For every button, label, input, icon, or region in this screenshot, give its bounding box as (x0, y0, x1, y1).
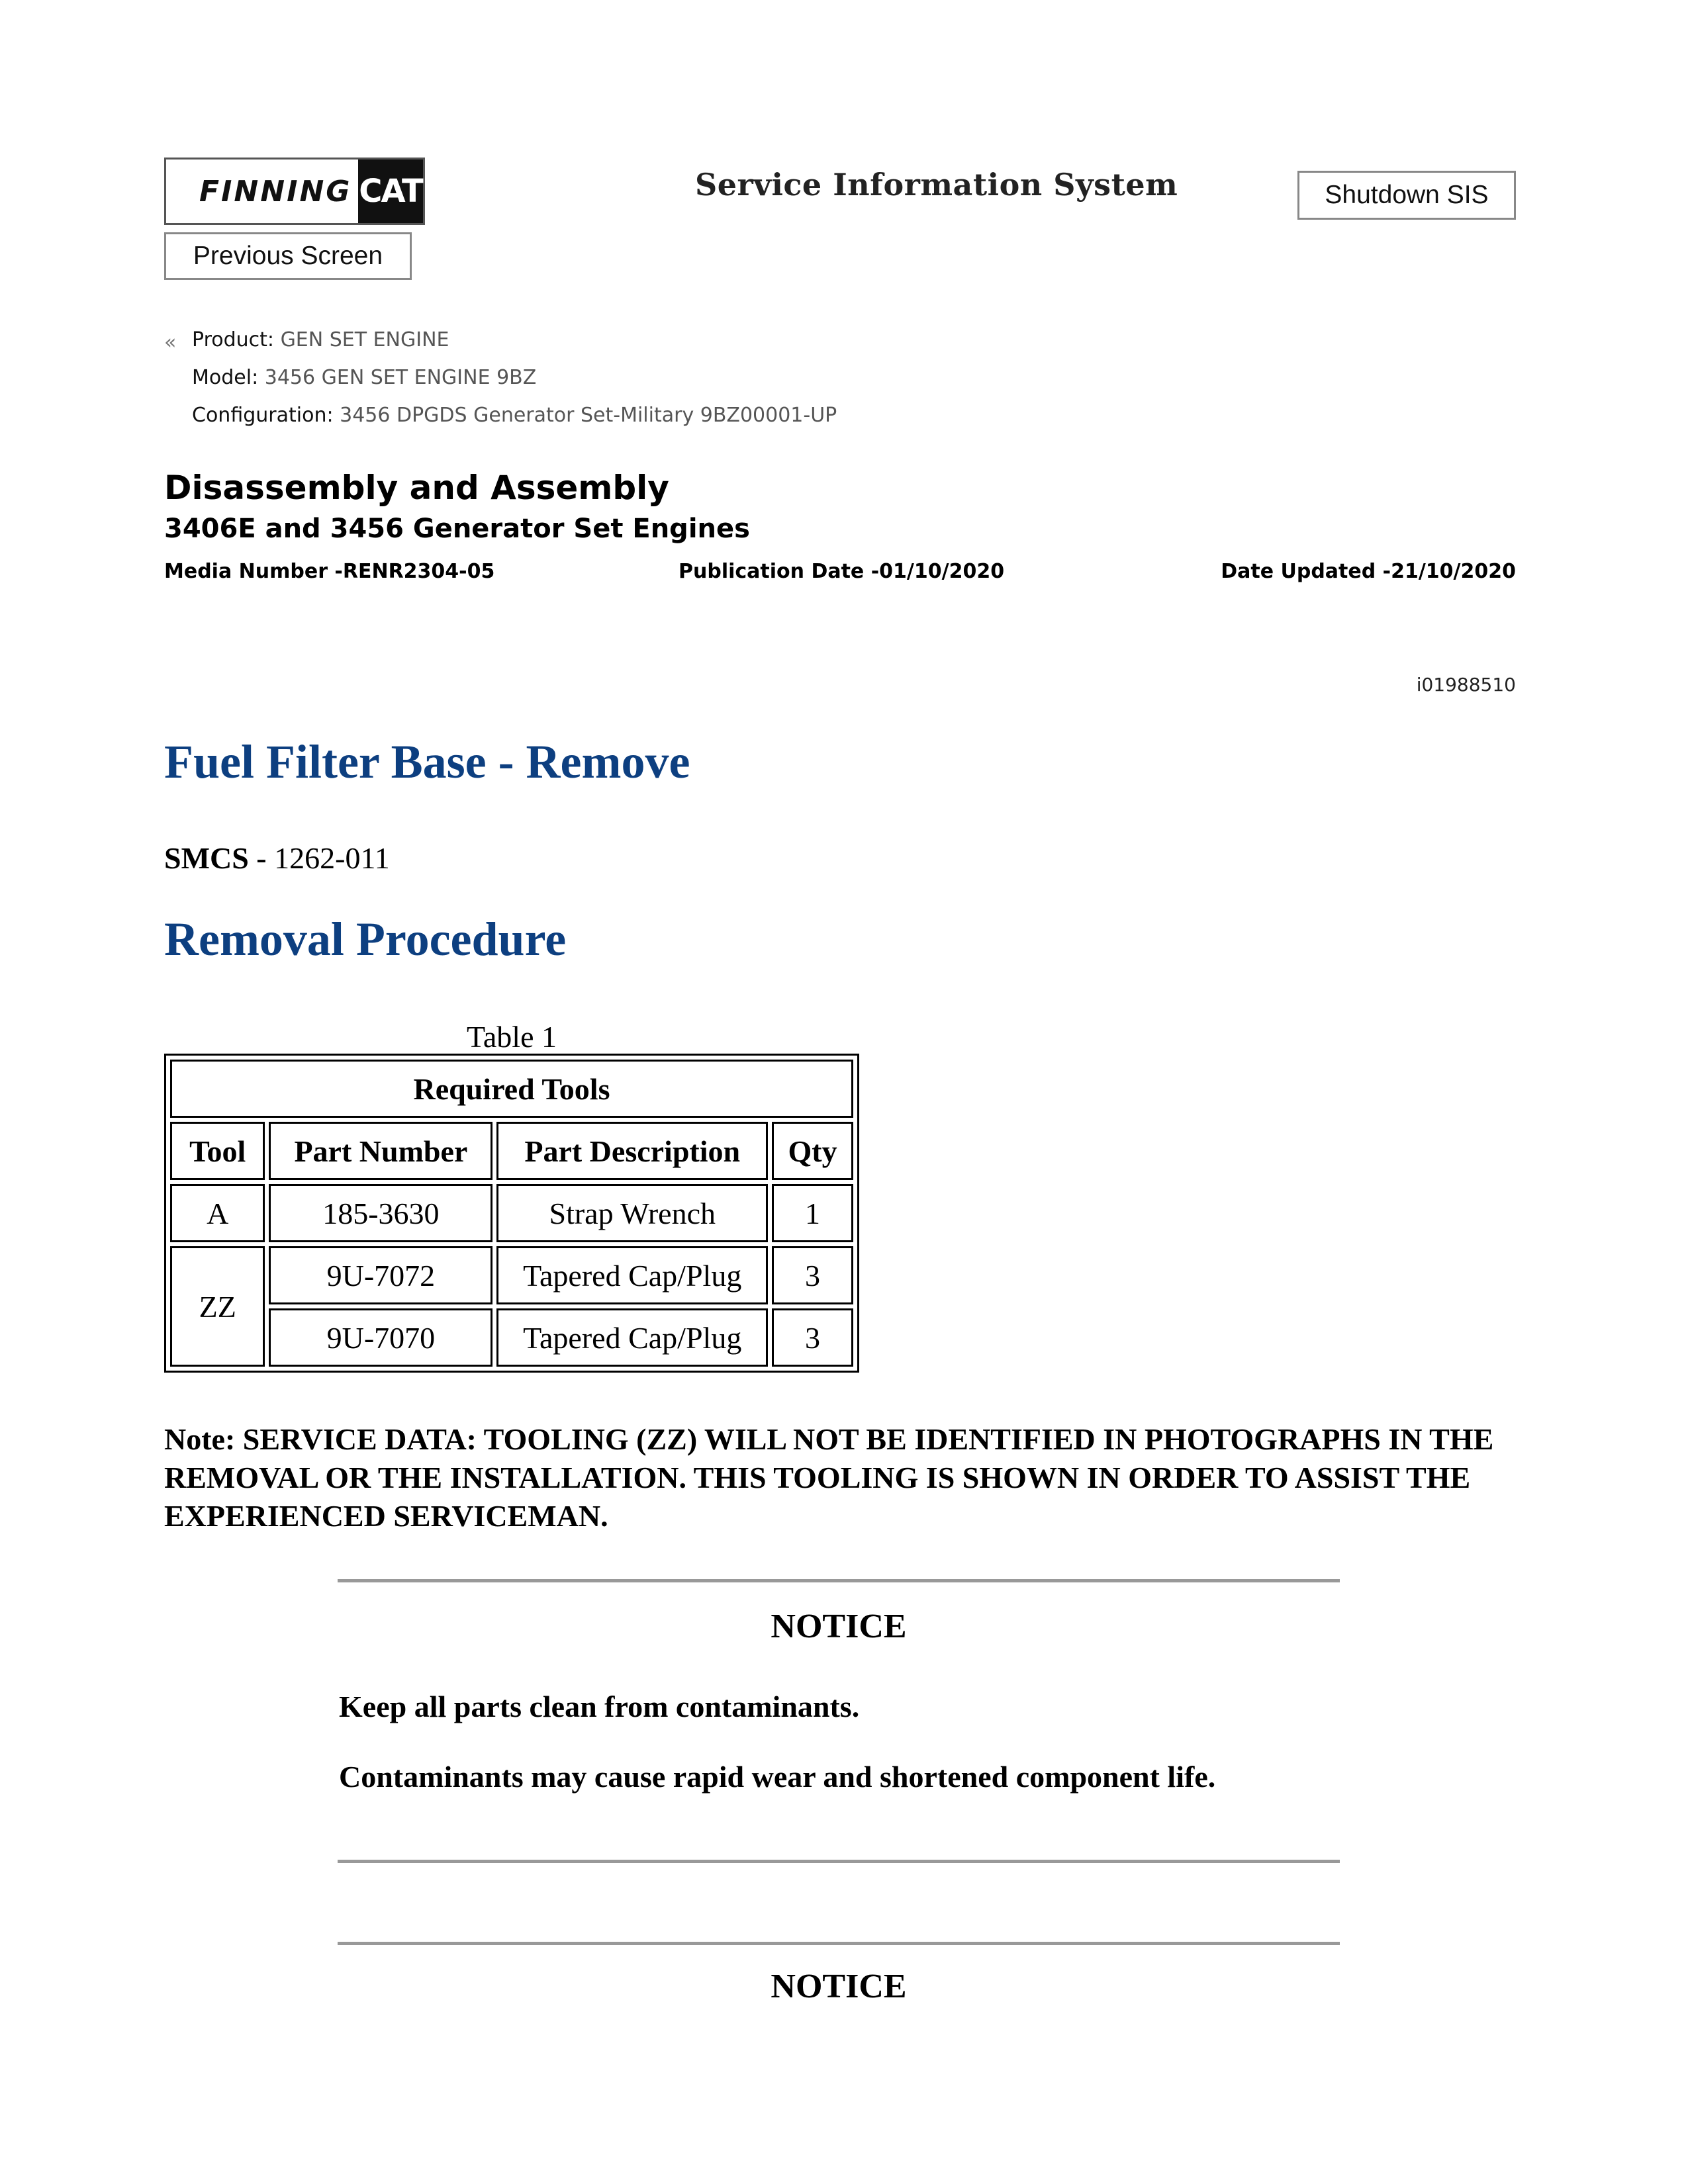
media-number: Media Number -RENR2304-05 (164, 560, 495, 583)
description-cell: Strap Wrench (496, 1184, 768, 1242)
table-header-row (170, 1122, 853, 1180)
page-title: Fuel Filter Base - Remove (164, 735, 690, 788)
notice-divider (338, 1942, 1340, 1945)
product-key: Product: (192, 328, 275, 351)
table-row (170, 1308, 853, 1367)
document-title: Disassembly and Assembly (164, 469, 669, 507)
date-updated: Date Updated -21/10/2020 (1221, 560, 1516, 583)
notice-divider (338, 1860, 1340, 1863)
model-key: Model: (192, 366, 259, 389)
shutdown-sis-button[interactable]: Shutdown SIS (1297, 171, 1516, 220)
document-subtitle: 3406E and 3456 Generator Set Engines (164, 514, 750, 544)
notice-title: NOTICE (771, 1968, 907, 2005)
notice-text: Contaminants may cause rapid wear and shortened component life. (339, 1760, 1216, 1794)
table-caption: Table 1 (466, 1020, 557, 1054)
product-value: GEN SET ENGINE (280, 328, 449, 351)
configuration-key: Configuration: (192, 404, 334, 427)
cat-logo: CAT (358, 159, 423, 223)
document-id: i01988510 (1416, 674, 1516, 696)
part-number-cell: 185-3630 (269, 1184, 492, 1242)
part-number-cell: 9U-7072 (269, 1246, 492, 1304)
column-header: Qty (772, 1122, 853, 1180)
qty-cell: 3 (772, 1308, 853, 1367)
configuration-value: 3456 DPGDS Generator Set-Military 9BZ00001-UP (340, 404, 837, 427)
part-number-cell: 9U-7070 (269, 1308, 492, 1367)
table-row (170, 1184, 853, 1242)
finning-cat-logo (164, 158, 425, 225)
publication-date: Publication Date -01/10/2020 (679, 560, 1005, 583)
notice-text: Keep all parts clean from contaminants. (339, 1690, 860, 1723)
smcs-label: SMCS - (164, 841, 267, 875)
system-title: Service Information System (695, 167, 1178, 203)
description-cell: Tapered Cap/Plug (496, 1246, 768, 1304)
tool-cell: A (170, 1184, 265, 1242)
smcs-code (164, 841, 390, 876)
product-line (192, 328, 449, 351)
qty-cell: 1 (772, 1184, 853, 1242)
notice-title: NOTICE (771, 1608, 907, 1645)
table-row (170, 1246, 853, 1304)
service-note: Note: SERVICE DATA: TOOLING (ZZ) WILL NOT BE IDENTIFIED IN PHOTOGRAPHS IN THE REMOVAL OR THE INSTALLATION. THIS TOOLING IS SHOWN IN ORDER TO ASSIST THE EXPERIENCED SERVICEMAN. (164, 1422, 1494, 1533)
model-value: 3456 GEN SET ENGINE 9BZ (264, 366, 537, 389)
smcs-value: 1262-011 (274, 841, 390, 875)
model-line (192, 366, 536, 389)
column-header: Tool (170, 1122, 265, 1180)
column-header: Part Description (496, 1122, 768, 1180)
chevron-left-icon[interactable]: « (164, 331, 177, 354)
configuration-line (192, 404, 837, 427)
column-header: Part Number (269, 1122, 492, 1180)
description-cell: Tapered Cap/Plug (496, 1308, 768, 1367)
procedure-heading: Removal Procedure (164, 913, 567, 966)
table-title: Required Tools (170, 1060, 853, 1118)
required-tools-table (164, 1054, 859, 1373)
tool-cell: ZZ (170, 1246, 265, 1367)
notice-divider (338, 1579, 1340, 1582)
previous-screen-button[interactable]: Previous Screen (164, 232, 412, 280)
qty-cell: 3 (772, 1246, 853, 1304)
finning-logo-text: FINNING (199, 174, 352, 208)
